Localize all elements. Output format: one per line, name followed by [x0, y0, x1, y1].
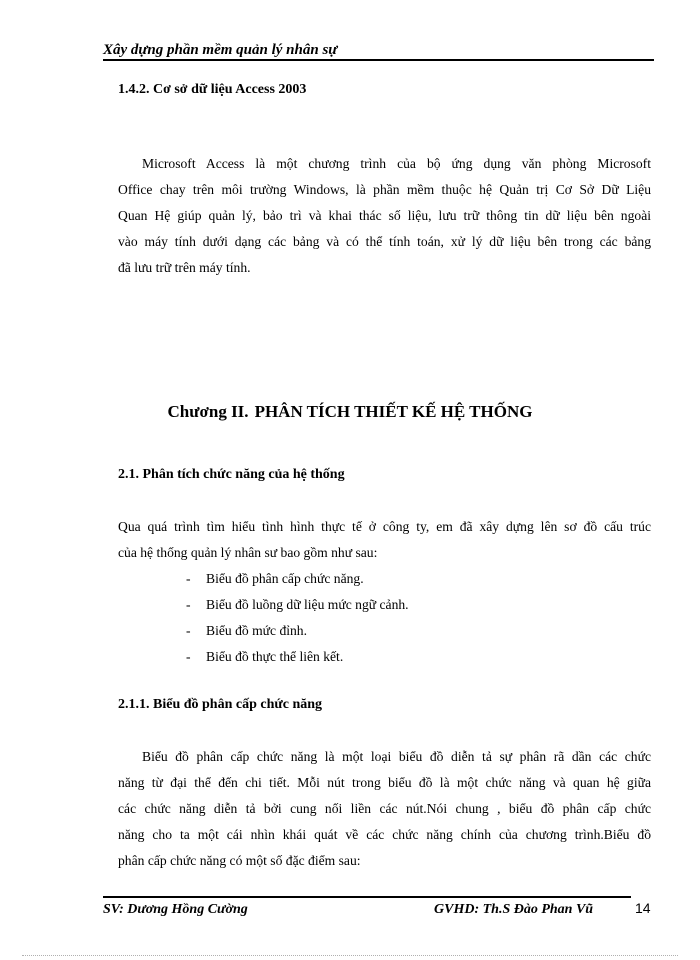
paragraph-line: Quan Hệ giúp quản lý, bảo trì và khai thác số liệu, lưu trữ thông tin dữ liệu bên ngoài	[118, 208, 651, 223]
chapter-heading	[0, 402, 700, 422]
footer-supervisor: GVHD: Th.S Đào Phan Vũ	[434, 902, 594, 917]
diagram-list	[186, 566, 409, 670]
bullet-dash: -	[186, 571, 191, 586]
list-item: - Biểu đồ luồng dữ liệu mức ngữ cảnh.	[186, 592, 409, 618]
section-2-1-1-paragraph	[118, 744, 651, 874]
section-2-1-heading: 2.1. Phân tích chức năng của hệ thống	[118, 467, 345, 482]
page-number: 14	[635, 900, 651, 916]
bullet-dash: -	[186, 649, 191, 664]
page-header-title: Xây dựng phần mềm quản lý nhân sự	[103, 42, 338, 58]
paragraph-line: năng từ đại thể đến chi tiết. Mỗi nút trong biểu đồ là một chức năng và quan hệ giữa	[118, 775, 651, 790]
list-item: - Biểu đồ phân cấp chức năng.	[186, 566, 409, 592]
bullet-dash: -	[186, 623, 191, 638]
paragraph-line: phân cấp chức năng có một số đặc điểm sau:	[118, 853, 361, 868]
section-2-1-1-heading: 2.1.1. Biểu đồ phân cấp chức năng	[118, 697, 323, 712]
chapter-title: PHÂN TÍCH THIẾT KẾ HỆ THỐNG	[254, 402, 533, 421]
list-item: - Biểu đồ thực thể liên kết.	[186, 644, 409, 670]
paragraph-line: Biểu đồ phân cấp chức năng là một loại biểu đồ diễn tả sự phân rã dần các chức	[142, 749, 651, 764]
chapter-number: Chương II.	[167, 402, 249, 421]
paragraph-line: vào máy tính dưới dạng các bảng và có thể tính toán, xử lý dữ liệu bên trong các bảng	[118, 234, 651, 249]
paragraph-line: các chức năng diễn tả bởi cung nối liền các nút.Nói chung , biểu đồ phân cấp chức	[118, 801, 651, 816]
paragraph-line: đã lưu trữ trên máy tính.	[118, 260, 251, 275]
paragraph-line: Qua quá trình tìm hiểu tình hình thực tế ở công ty, em đã xây dựng lên sơ đồ cấu trúc	[118, 519, 651, 534]
footer-rule	[103, 896, 631, 898]
section-1-4-2-paragraph	[118, 151, 651, 281]
header-rule	[103, 59, 654, 61]
paragraph-line: năng cho ta một cái nhìn khái quát về các chức năng chính của chương trình.Biểu đồ	[118, 827, 651, 842]
list-item: - Biểu đồ mức đỉnh.	[186, 618, 409, 644]
section-2-1-intro	[118, 514, 651, 566]
paragraph-line: của hệ thống quản lý nhân sư bao gồm như sau:	[118, 545, 378, 560]
paragraph-line: Microsoft Access là một chương trình của bộ ứng dụng văn phòng Microsoft	[142, 156, 651, 171]
page-bottom-border	[22, 955, 678, 956]
bullet-dash: -	[186, 597, 191, 612]
section-1-4-2-heading: 1.4.2. Cơ sở dữ liệu Access 2003	[118, 82, 307, 97]
footer-student: SV: Dương Hồng Cường	[103, 902, 248, 917]
paragraph-line: Office chay trên môi trường Windows, là phần mềm thuộc hệ Quản trị Cơ Sở Dữ Liệu	[118, 182, 651, 197]
